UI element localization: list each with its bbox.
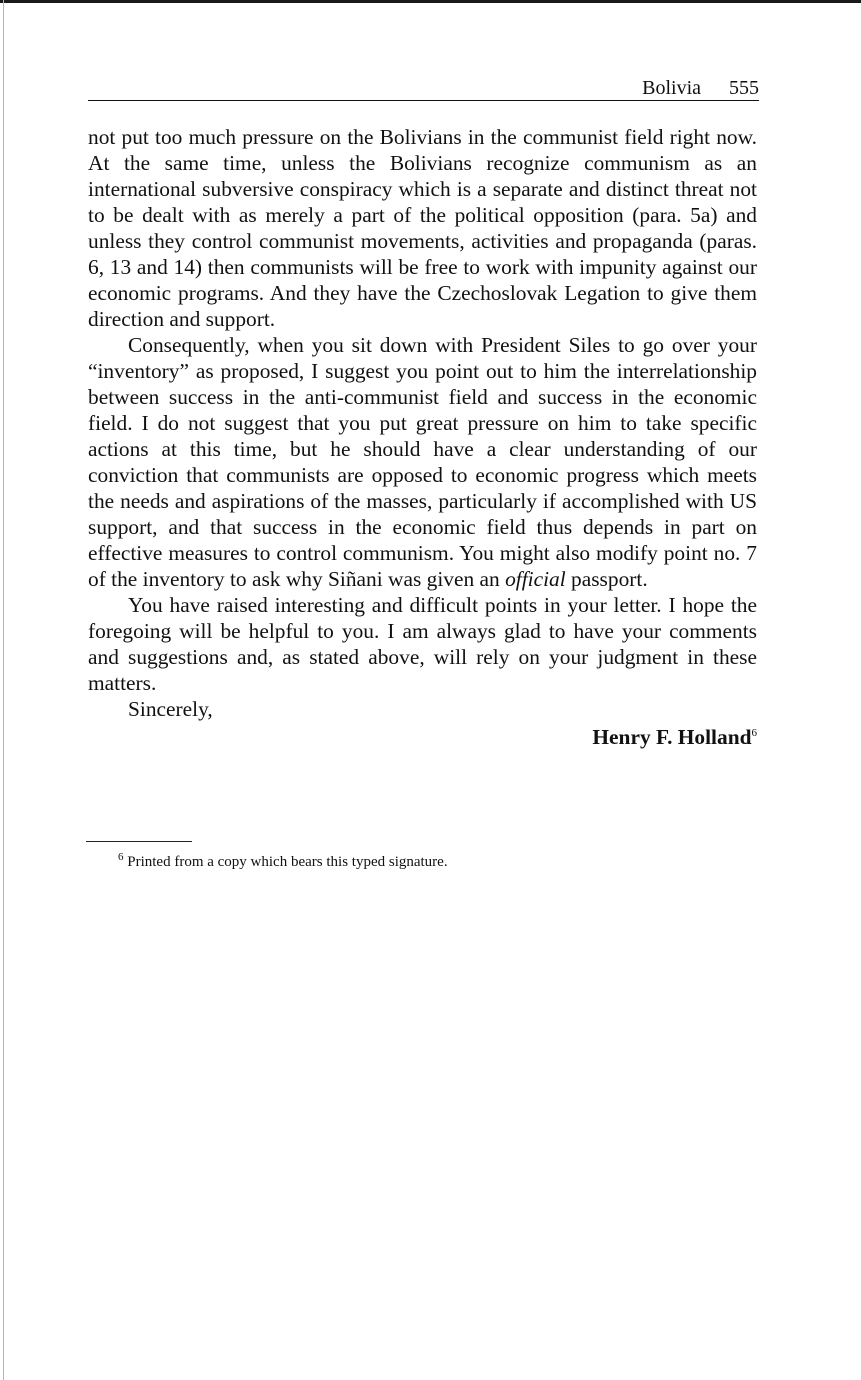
paragraph-consequently [88,332,757,592]
footnote-marker: 6 [118,851,124,863]
complimentary-close: Sincerely, [128,697,213,721]
signature [88,724,757,750]
paragraph-text: Consequently, when you sit down with President Siles to go over your “inventory” as proposed, I suggest you point out to him the interrelationship between success in the anti-communist field and success in the economic field. I do not suggest that you put great pressure on him to take specific actions at this time, but he should have a clear understanding of our conviction that communists are opposed to economic progress which meets the needs and aspirations of the masses, particularly if accomplished with US support, and that success in the economic field thus depends in part on effective measures to control communism. You might also modify point no. 7 of the inventory to ask why Siñani was given an [88,333,757,591]
footnote-rule [86,841,192,842]
signature-name: Henry F. Holland [592,725,752,749]
paragraph-continuation: not put too much pressure on the Bolivians in the communist field right now. At the same time, unless the Bolivians recognize communism as an international subversive conspiracy which is a separate and distinct threat not to be dealt with as merely a part of the political opposition (para. 5a) and unless they control communist movements, activities and propaganda (paras. 6, 13 and 14) then communists will be free to work with impunity against our economic programs. And they have the Czechoslovak Legation to give them direction and support. [88,125,757,331]
footnote-reference: 6 [751,726,757,739]
emphasized-word: official [505,567,566,591]
page-top-edge [0,0,861,3]
paragraph-closing-remarks: You have raised interesting and difficult points in your letter. I hope the foregoing will be helpful to you. I am always glad to have your comments and suggestions and, as stated above, will rely on your judgment in these matters. [88,593,757,695]
page-left-edge [3,0,4,1380]
running-head-title: Bolivia [642,77,701,99]
paragraph-text-end: passport. [571,567,648,591]
letter-body [88,124,757,750]
page-number: 555 [729,77,759,99]
footnote [118,852,448,872]
footnote-text: Printed from a copy which bears this typed signature. [127,854,448,870]
running-head [88,76,759,101]
